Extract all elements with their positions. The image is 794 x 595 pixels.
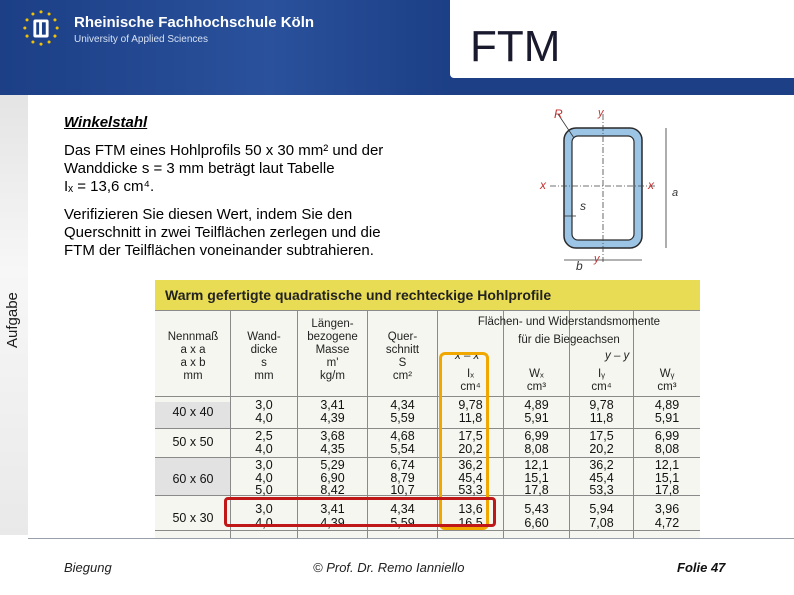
table-cell: 12,1 [654,458,680,472]
table-cell: 3,41 [320,502,345,516]
table-cell: 5,59 [390,516,415,530]
table-cell: 4,0 [255,516,273,530]
label-y-top: y [598,107,604,119]
table-cell: 5,94 [589,502,614,516]
table-cell: 3,0 [255,502,273,516]
table-cell: 7,08 [589,516,614,530]
task-line: FTM der Teilflächen voneinander subtrahieren. [64,242,374,259]
table-cell: 4,0 [255,471,273,485]
table-cell: 15,1 [654,471,680,485]
table-cell: 8,42 [320,483,345,497]
group-label: 40 x 40 [172,405,214,419]
table-cell: 16,5 [458,516,483,530]
row-rule [155,310,700,311]
table-cell: 20,2 [589,442,614,456]
table-cell: 4,89 [524,398,549,412]
table-cell: 6,99 [654,429,680,443]
university-subtitle: University of Applied Sciences [74,34,208,45]
table-cell: 5,91 [524,411,549,425]
header-nennmass: Nennmaß a x a a x b mm [167,331,219,382]
label-r: R [554,107,563,121]
footer-topic: Biegung [64,560,112,575]
table-cell: 13,6 [458,502,483,516]
table-cell: 5,29 [320,458,345,472]
row-rule [155,428,700,429]
table-cell: 9,78 [458,398,483,412]
header-wy: Wᵧ cm³ [657,368,677,393]
table-cell: 5,59 [390,411,415,425]
hollow-profile-table [155,280,700,538]
table-cell: 36,2 [589,458,614,472]
task-paragraph-1 [64,142,383,196]
table-cell: 3,0 [255,398,273,412]
table-title: Warm gefertigte quadratische und rechteckige Hohlprofile [165,287,552,303]
table-cell: 11,8 [589,411,614,425]
table-cell: 2,5 [255,429,273,443]
table-cell: 4,39 [320,516,345,530]
label-y-bottom: y [594,253,600,265]
table-cell: 9,78 [589,398,614,412]
row-rule [155,396,700,397]
label-b: b [576,259,583,273]
task-line: Iₓ = 13,6 cm⁴. [64,178,155,195]
footer-divider [28,538,794,539]
row-rule [155,530,700,531]
selected-row-highlight [224,497,496,530]
label-a: a [672,187,679,199]
header-wanddicke: Wand- dicke s mm [247,331,281,382]
table-cell: 6,90 [320,471,345,485]
header-wx: Wₓ cm³ [526,368,547,393]
university-logo-icon [22,9,60,47]
header-momente: Flächen- und Widerstandsmomente für die Biegeachsen [477,316,661,346]
table-cell: 12,1 [524,458,549,472]
task-line: Querschnitt in zwei Teilflächen zerlegen und die [64,224,381,241]
table-cell: 3,68 [320,429,345,443]
table-cell: 6,99 [524,429,549,443]
table-cell: 17,5 [458,429,483,443]
table-cell: 6,60 [524,516,549,530]
table-cell: 3,96 [654,502,680,516]
task-line: Verifizieren Sie diesen Wert, indem Sie den [64,206,353,223]
row-rule [155,457,700,458]
group-label: 60 x 60 [172,472,214,486]
table-cell: 8,08 [524,442,549,456]
header-ix: Iₓ cm⁴ [460,368,481,393]
header-masse: Längen- bezogene Masse m' kg/m [307,318,358,382]
table-cell: 53,3 [589,483,614,497]
table-cell: 3,0 [255,458,273,472]
footer-copyright: © Prof. Dr. Remo Ianniello [313,560,465,575]
table-cell: 45,4 [458,471,483,485]
table-cell: 4,72 [654,516,680,530]
table-cell: 4,34 [390,398,415,412]
table-cell: 5,91 [654,411,680,425]
table-cell: 8,79 [390,471,415,485]
table-cell: 4,89 [654,398,680,412]
table-cell: 5,43 [524,502,549,516]
table-cell: 17,8 [654,483,680,497]
group-label: 50 x 30 [172,511,214,525]
slide-title: FTM [470,22,561,71]
task-line: Das FTM eines Hohlprofils 50 x 30 mm² und der [64,142,384,159]
label-x-left: x [540,178,546,192]
header-axis-x: x – x [455,350,480,362]
task-heading: Winkelstahl [64,114,148,131]
table-cell: 4,34 [390,502,415,516]
university-name: Rheinische Fachhochschule Köln [74,14,315,31]
table-cell: 4,68 [390,429,415,443]
table-cell: 8,08 [654,442,680,456]
footer-slide-number: Folie 47 [677,560,726,575]
table-cell: 20,2 [458,442,483,456]
table-cell: 6,74 [390,458,415,472]
table-cell: 4,39 [320,411,345,425]
table-cell: 17,8 [524,483,549,497]
table-cell: 3,41 [320,398,345,412]
label-x-right: x [648,178,654,192]
table-cell: 45,4 [589,471,614,485]
header-querschnitt: Quer- schnitt S cm² [385,331,420,382]
task-line: Wanddicke s = 3 mm beträgt laut Tabelle [64,160,335,177]
table-cell: 36,2 [458,458,483,472]
hollow-profile-drawing [532,104,682,274]
header-axis-y: y – y [605,350,630,362]
table-cell: 5,0 [255,483,273,497]
table-cell: 17,5 [589,429,614,443]
table-cell: 4,0 [255,442,273,456]
table-cell: 15,1 [524,471,549,485]
table-cell: 53,3 [458,483,483,497]
side-label: Aufgabe [4,292,21,348]
group-label: 50 x 50 [172,435,214,449]
table-cell: 4,35 [320,442,345,456]
table-cell: 5,54 [390,442,415,456]
table-cell: 11,8 [458,411,483,425]
header-iy: Iᵧ cm⁴ [591,368,612,393]
task-paragraph-2 [64,206,381,260]
label-s: s [580,199,586,213]
table-cell: 10,7 [390,483,415,497]
table-cell: 4,0 [255,411,273,425]
